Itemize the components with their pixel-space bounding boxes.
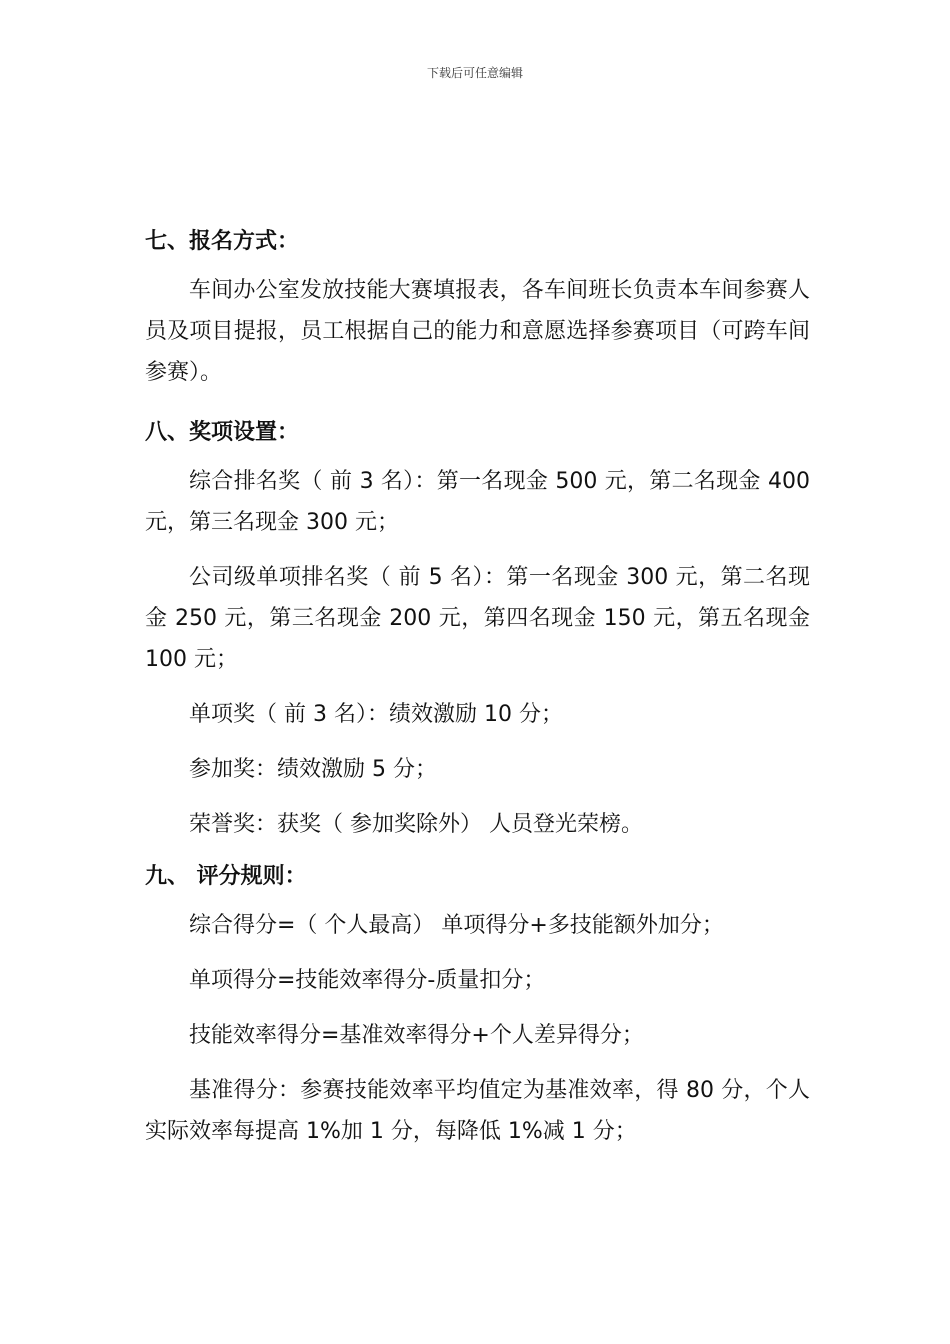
section-heading-scoring-rules: 九、 评分规则：: [145, 864, 307, 889]
section-heading-awards: 八、奖项设置：: [145, 420, 300, 445]
paragraph-participation-award: 参加奖：绩效激励 5 分；: [189, 757, 437, 782]
paragraph-overall-ranking-award: 综合排名奖（ 前 3 名）：第一名现金 500 元，第二名现金 400 元，第三名现金 300 元；: [145, 469, 810, 535]
paragraph-baseline-score: 基准得分：参赛技能效率平均值定为基准效率，得 80 分，个人实际效率每提高 1%加 1 分，每降低 1%减 1 分；: [145, 1078, 810, 1144]
paragraph-overall-score: 综合得分=（ 个人最高） 单项得分+多技能额外加分；: [189, 913, 724, 938]
paragraph-skill-efficiency-score: 技能效率得分=基准效率得分+个人差异得分；: [189, 1023, 644, 1048]
section-heading-registration: 七、报名方式：: [145, 229, 300, 254]
paragraph-honor-award: 荣誉奖：获奖（ 参加奖除外） 人员登光荣榜。: [189, 812, 643, 837]
page-header: 下载后可任意编辑: [426, 66, 523, 80]
paragraph-company-single-item-award: 公司级单项排名奖（ 前 5 名）：第一名现金 300 元，第二名现金 250 元，第三名现金 200 元，第四名现金 150 元，第五名现金 100 元；: [145, 565, 810, 672]
paragraph-single-item-score: 单项得分=技能效率得分-质量扣分；: [189, 968, 546, 993]
document-body: [145, 224, 810, 1152]
paragraph-single-item-award: 单项奖（ 前 3 名）：绩效激励 10 分；: [189, 702, 563, 727]
paragraph-registration: 车间办公室发放技能大赛填报表，各车间班长负责本车间参赛人员及项目提报，员工根据自己的能力和意愿选择参赛项目（可跨车间参赛）。: [145, 278, 810, 385]
